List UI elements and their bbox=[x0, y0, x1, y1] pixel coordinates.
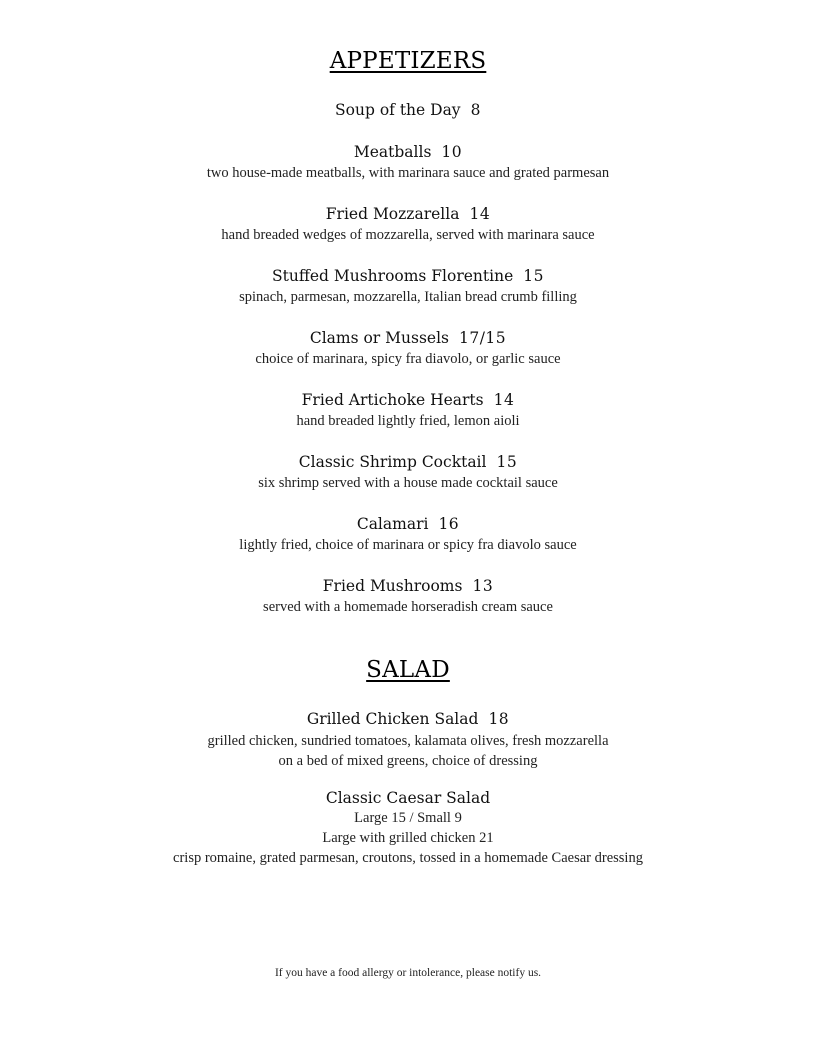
item-description: hand breaded lightly fried, lemon aioli bbox=[296, 413, 520, 429]
item-description: spinach, parmesan, mozzarella, Italian bread crumb filling bbox=[239, 289, 577, 305]
item-price: 18 bbox=[488, 710, 510, 728]
item-price: 15 bbox=[523, 267, 544, 285]
item-name: Grilled Chicken Salad bbox=[306, 710, 479, 728]
item-description: served with a homemade horseradish cream sauce bbox=[263, 599, 553, 615]
menu-item-artichoke-hearts bbox=[0, 390, 816, 410]
appetizers-heading: APPETIZERS bbox=[329, 48, 487, 74]
item-price: 16 bbox=[438, 515, 460, 533]
item-price: 10 bbox=[441, 143, 463, 161]
item-name: Stuffed Mushrooms Florentine bbox=[272, 267, 514, 285]
item-name: Calamari bbox=[356, 515, 429, 533]
menu-item-calamari bbox=[0, 514, 816, 534]
menu-item-grilled-chicken-salad bbox=[0, 709, 816, 729]
menu-item-shrimp-cocktail bbox=[0, 452, 816, 472]
item-price-options: Large with grilled chicken 21 bbox=[322, 830, 494, 846]
item-price: 17/15 bbox=[458, 329, 507, 347]
menu-item-stuffed-mushrooms bbox=[0, 266, 816, 286]
menu-item-fried-mushrooms bbox=[0, 576, 816, 596]
item-price: 8 bbox=[470, 101, 481, 119]
item-name: Clams or Mussels bbox=[309, 329, 449, 347]
menu-item-fried-mozzarella bbox=[0, 204, 816, 224]
item-name: Meatballs bbox=[353, 143, 432, 161]
salad-heading: SALAD bbox=[366, 657, 450, 683]
item-name: Classic Shrimp Cocktail bbox=[298, 453, 487, 471]
item-price: 14 bbox=[493, 391, 515, 409]
item-name: Fried Mozzarella bbox=[325, 205, 460, 223]
menu-item-caesar-salad bbox=[0, 788, 816, 808]
item-description: grilled chicken, sundried tomatoes, kalamata olives, fresh mozzarella bbox=[207, 733, 609, 749]
item-price: 15 bbox=[496, 453, 518, 471]
item-price: 13 bbox=[472, 577, 494, 595]
menu-item-meatballs bbox=[0, 142, 816, 162]
item-description: choice of marinara, spicy fra diavolo, or garlic sauce bbox=[255, 351, 561, 367]
item-description: crisp romaine, grated parmesan, croutons, tossed in a homemade Caesar dressing bbox=[173, 850, 643, 866]
item-description: hand breaded wedges of mozzarella, served with marinara sauce bbox=[221, 227, 595, 243]
item-price-options: Large 15 / Small 9 bbox=[354, 810, 462, 826]
item-price: 14 bbox=[469, 205, 491, 223]
item-name: Fried Artichoke Hearts bbox=[301, 391, 484, 409]
allergy-notice: If you have a food allergy or intolerance, please notify us. bbox=[274, 967, 542, 979]
item-description: two house-made meatballs, with marinara sauce and grated parmesan bbox=[206, 165, 610, 181]
item-description: lightly fried, choice of marinara or spicy fra diavolo sauce bbox=[239, 537, 577, 553]
item-description: six shrimp served with a house made cocktail sauce bbox=[258, 475, 558, 491]
item-name: Soup of the Day bbox=[335, 101, 461, 119]
item-name: Classic Caesar Salad bbox=[325, 789, 491, 807]
item-name: Fried Mushrooms bbox=[322, 577, 463, 595]
menu-item-clams-mussels bbox=[0, 328, 816, 348]
menu-item-soup bbox=[0, 100, 816, 120]
item-description: on a bed of mixed greens, choice of dressing bbox=[278, 753, 538, 769]
